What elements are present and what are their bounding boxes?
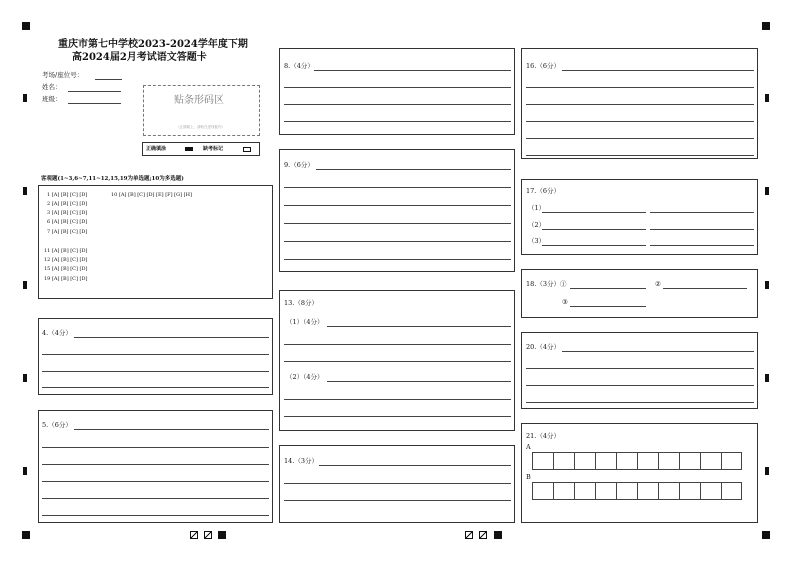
timing-marker [765,94,769,102]
answer-line[interactable] [284,344,511,345]
objective-heading: 客观题(1~3,6~7,11~12,15,19为单选题;10为多选题) [41,176,184,182]
answer-line[interactable] [562,70,754,71]
answer-box-q13 [279,290,515,431]
answer-line[interactable] [284,223,511,224]
answer-line[interactable] [327,381,511,382]
answer-line[interactable] [74,429,269,430]
page-title-line2: 高2024届2月考试语文答题卡 [72,52,207,63]
row-label-a: A [526,443,531,451]
answer-line[interactable] [663,288,747,289]
option-row[interactable]: 6 [A] [B] [C] [D] [47,219,88,225]
exam-seat-label: 考场/座位号： [42,71,84,79]
timing-marker [23,94,27,102]
question-label-q13-2: （2）（4分） [286,373,324,381]
answer-box-q14 [279,445,515,523]
answer-line[interactable] [650,245,754,246]
page-marker-slash [204,531,212,539]
question-label-q21: 21.（4分） [526,432,560,440]
answer-line[interactable] [284,259,511,260]
page-title-line1: 重庆市第七中学校2023-2024学年度下期 [58,39,248,50]
answer-line[interactable] [284,205,511,206]
class-label: 班级： [42,95,62,103]
answer-box-q8 [279,48,515,135]
question-label-q17: 17.（6分） [526,187,560,195]
timing-marker [765,281,769,289]
question-label-q13: 13.（8分） [284,299,318,307]
timing-marker [765,374,769,382]
answer-line[interactable] [74,337,269,338]
answer-line[interactable] [650,229,754,230]
question-label-q17-1: （1） [528,204,546,212]
answer-line[interactable] [570,306,646,307]
option-row[interactable]: 11 [A] [B] [C] [D] [44,248,88,254]
answer-line[interactable] [42,481,269,482]
name-label: 姓名： [42,83,62,91]
question-label-q20: 20.（4分） [526,343,560,351]
answer-line[interactable] [284,241,511,242]
answer-line[interactable] [327,326,511,327]
option-row[interactable]: 2 [A] [B] [C] [D] [47,201,88,207]
answer-line[interactable] [526,138,754,139]
page-marker-filled [494,531,502,539]
char-grid-b[interactable] [532,482,742,500]
fill-example [142,142,260,156]
answer-line[interactable] [316,169,511,170]
answer-line[interactable] [284,187,511,188]
question-label-q9: 9.（6分） [284,161,314,169]
answer-line[interactable] [526,121,754,122]
name-field[interactable] [68,91,121,92]
answer-line[interactable] [42,498,269,499]
barcode-area [143,85,260,136]
barcode-hint: （正面朝上，请贴在虚线框内） [176,125,225,129]
answer-line[interactable] [526,104,754,105]
timing-marker [765,467,769,475]
page-marker-slash [190,531,198,539]
answer-line[interactable] [284,500,511,501]
timing-marker [765,187,769,195]
corner-marker [762,22,770,30]
question-label-q8: 8.（4分） [284,62,314,70]
option-row[interactable]: 7 [A] [B] [C] [D] [47,229,88,235]
timing-marker [23,374,27,382]
answer-line[interactable] [42,447,269,448]
answer-line[interactable] [284,416,511,417]
option-row[interactable]: 1 [A] [B] [C] [D] [47,192,88,198]
answer-line[interactable] [314,70,511,71]
option-row-q10[interactable]: 10 [A] [B] [C] [D] [E] [F] [G] [H] [111,192,192,198]
answer-line[interactable] [284,87,511,88]
corner-marker [22,22,30,30]
corner-marker [762,531,770,539]
exam-seat-field[interactable] [95,79,122,80]
answer-line[interactable] [42,515,269,516]
question-label-q17-2: （2） [528,221,546,229]
timing-marker [23,281,27,289]
answer-line[interactable] [42,464,269,465]
answer-line[interactable] [526,385,754,386]
answer-line[interactable] [562,351,754,352]
answer-line[interactable] [542,245,646,246]
absent-label: 缺考标记 [203,146,224,152]
corner-marker [22,531,30,539]
answer-line[interactable] [42,354,269,355]
answer-line[interactable] [42,371,269,372]
answer-line[interactable] [284,361,511,362]
answer-box-q4 [38,318,273,395]
answer-box-q5 [38,410,273,523]
correct-fill-label: 正确填涂 [146,146,167,152]
answer-box-q20 [521,332,758,409]
question-label-q17-3: （3） [528,237,546,245]
page-marker-filled [218,531,226,539]
barcode-label: 贴条形码区 [174,95,224,106]
question-label-q13-1: （1）（4分） [286,318,324,326]
answer-line[interactable] [284,104,511,105]
answer-line[interactable] [526,155,754,156]
timing-marker [23,467,27,475]
option-row[interactable]: 19 [A] [B] [C] [D] [44,276,88,282]
page-marker-slash [479,531,487,539]
class-field[interactable] [68,103,121,104]
option-row[interactable]: 3 [A] [B] [C] [D] [47,210,88,216]
answer-line[interactable] [526,87,754,88]
question-label-q18-2: ② [655,280,661,288]
answer-line[interactable] [284,399,511,400]
answer-line[interactable] [542,212,646,213]
timing-marker [23,187,27,195]
answer-box-q21 [521,423,758,523]
page-marker-slash [465,531,473,539]
question-label-q18: 18.（3分）① [526,280,567,288]
question-label-q16: 16.（6分） [526,62,560,70]
answer-line[interactable] [284,483,511,484]
answer-box-q17 [521,179,758,255]
question-label-q5: 5.（6分） [42,421,72,429]
answer-line[interactable] [526,368,754,369]
question-label-q14: 14.（3分） [284,457,318,465]
answer-line[interactable] [42,387,269,388]
answer-line[interactable] [650,212,754,213]
answer-line[interactable] [570,288,646,289]
answer-line[interactable] [542,229,646,230]
answer-line[interactable] [526,402,754,403]
absent-checkbox[interactable] [243,147,251,152]
answer-line[interactable] [319,465,511,466]
answer-line[interactable] [284,121,511,122]
objective-section [38,185,273,299]
option-row[interactable]: 15 [A] [B] [C] [D] [44,266,88,272]
answer-box-q16 [521,48,758,159]
question-label-q18-3: ③ [562,298,568,306]
char-grid-a[interactable] [532,452,742,470]
answer-box-q9 [279,149,515,272]
option-row[interactable]: 12 [A] [B] [C] [D] [44,257,88,263]
correct-fill-swatch [185,147,193,151]
row-label-b: B [526,473,531,481]
question-label-q4: 4.（4分） [42,329,72,337]
answer-box-q18 [521,269,758,318]
